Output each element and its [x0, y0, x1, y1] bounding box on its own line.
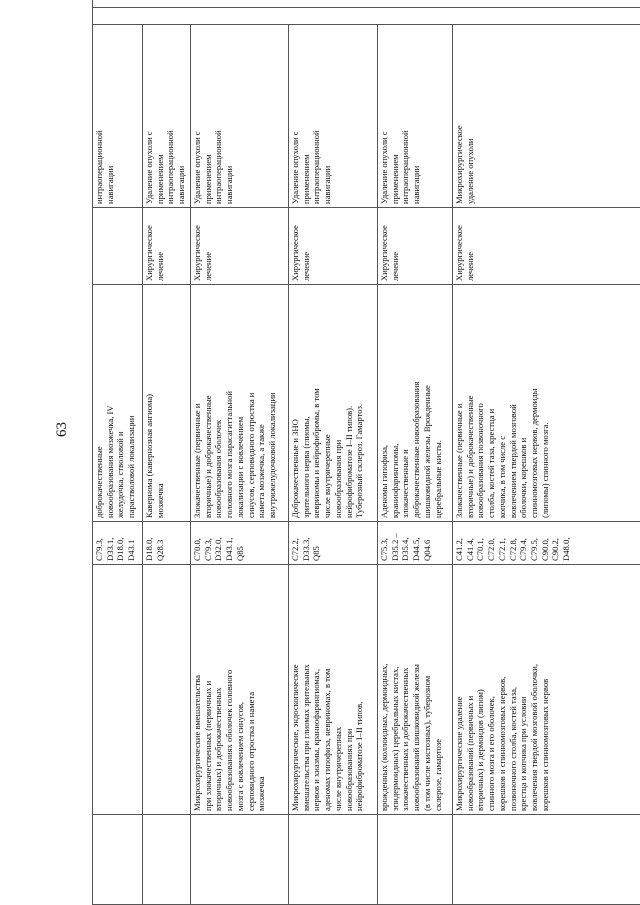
diagnosis-cell	[289, 286, 376, 520]
treatment-cell	[93, 209, 141, 283]
cell-line: новообразования мозжечка, IV	[104, 405, 115, 518]
cell-line: Удаление опухоли с	[144, 131, 154, 204]
codes-cell	[289, 523, 376, 563]
cell-line: (в том числе кистозных), туберозном	[421, 675, 432, 811]
cell-line: локализации с вовлечением	[234, 416, 245, 518]
cell-line: Хирургическое	[454, 225, 464, 281]
cell-line: Злокачественные (первичные и	[454, 403, 464, 518]
cell-line: при злокачественных (первичных и	[202, 680, 213, 811]
column-separator	[92, 564, 640, 565]
cell-line: нейрофиброматозе I–II типов).	[343, 405, 354, 518]
cell-line: спинного мозга и его оболочек,	[486, 696, 497, 811]
page-edge-rule	[92, 7, 640, 8]
cell-line: C79.3,	[202, 538, 213, 561]
cell-line: Удаление опухоли с	[379, 131, 389, 204]
cell-line: Туберозный склероз. Гамартоз.	[354, 404, 365, 518]
cell-line: C79.4,	[518, 538, 529, 561]
cell-line: новообразования при	[332, 439, 343, 518]
cell-line: новообразованиях при	[343, 728, 354, 811]
cell-line: C72.8,	[507, 538, 518, 561]
cell-line: Хирургическое	[144, 225, 154, 281]
cell-line: Хирургическое	[379, 225, 389, 281]
column-separator	[92, 207, 640, 208]
cell-line: краниофарингиомы,	[389, 443, 400, 518]
cell-line: C79.5,	[528, 538, 539, 561]
codes-cell	[453, 523, 639, 563]
diagnosis-cell	[93, 286, 141, 520]
cell-line: интраоперационной	[400, 130, 411, 204]
cell-line: C41.4,	[464, 538, 475, 561]
cell-line: Кавернома (кавернозная ангиома)	[144, 394, 154, 518]
cell-line: D43.1	[126, 539, 137, 561]
diagnosis-cell	[453, 286, 639, 520]
cell-line: лечение	[464, 251, 475, 281]
cell-line: навигации	[322, 165, 333, 204]
cell-line: вторичных) и доброкачественных	[213, 687, 224, 811]
cell-line: внутрижелудочковой локализации	[266, 392, 277, 518]
cell-line: D18.0,	[115, 537, 126, 561]
diagnosis-cell	[143, 286, 189, 520]
cell-line: Q04.6	[421, 539, 432, 561]
cell-line: нейрофиброматозе I–II типов,	[354, 701, 365, 811]
procedure-cell	[143, 566, 189, 813]
cell-line: лечение	[300, 251, 311, 281]
cell-line: C72.1,	[496, 538, 507, 561]
cell-line: Хирургическое	[290, 225, 300, 281]
cell-line: новообразования позвоночного	[475, 403, 486, 518]
cell-line: зрительного нерва (глиомы,	[300, 416, 311, 518]
cell-line: D35.2 –	[389, 533, 400, 561]
cell-line: злокачественных и доброкачественных	[400, 667, 411, 811]
cell-line: серповидного отростка и намета	[245, 691, 256, 811]
cell-line: Хирургическое	[192, 225, 202, 281]
cell-line: мозжечка	[154, 483, 165, 518]
cell-line: корешков и спинномозговых нервов,	[496, 676, 507, 811]
diagnosis-cell	[378, 286, 451, 520]
cell-line: Злокачественные (первичные и	[192, 403, 202, 518]
cell-line: Удаление опухоли с	[192, 131, 202, 204]
cell-line: C90.0,	[539, 538, 550, 561]
cell-line: применением	[202, 154, 213, 204]
cell-line: D35.4,	[400, 537, 411, 561]
cell-line: C90.2, D48.0,	[550, 537, 572, 561]
cell-line: синусов, серповидного отростка и	[245, 392, 256, 518]
cell-line: лечение	[202, 251, 213, 281]
cell-line: Доброкачественные и ЗНО	[290, 419, 300, 518]
cell-line: вторичные) и доброкачественные	[202, 395, 213, 518]
cell-line: мозга с вовлечением синусов,	[234, 701, 245, 811]
codes-cell	[191, 523, 287, 563]
cell-line: Микрохирургическое	[454, 125, 464, 204]
cell-line: D33.1,	[104, 537, 115, 561]
treatment-cell	[453, 209, 639, 283]
cell-line: новообразований (первичных и	[464, 695, 475, 811]
cell-line: церебральные кисты.	[432, 440, 443, 518]
method-cell	[93, 26, 141, 206]
procedure-cell	[453, 566, 639, 813]
cell-line: Удаление опухоли с	[290, 131, 300, 204]
cell-line: C41.2,	[454, 538, 464, 561]
cell-line: доброкачественные	[94, 446, 104, 518]
cell-line: аденомах гипофиза, невриномах, в том	[322, 668, 333, 811]
column-separator	[92, 521, 640, 522]
cell-line: Микрохирургические удаление	[454, 696, 464, 811]
cell-line: C72.0,	[486, 538, 497, 561]
cell-line: копчика, в том числе с	[496, 435, 507, 518]
cell-line: новообразования оболочек	[213, 419, 224, 518]
cell-line: (липомы) спинного мозга.	[539, 422, 550, 518]
cell-line: Аденомы гипофиза,	[379, 444, 389, 518]
cell-line: D43.1,	[224, 537, 235, 561]
cell-line: новообразований шишковидной железы	[411, 664, 422, 811]
cell-line: вторичные) и доброкачественные	[464, 395, 475, 518]
cell-line: шишковидной железы. Врожденные	[421, 385, 432, 518]
cell-line: навигации	[104, 165, 115, 204]
cell-line: позвоночного столба, костей таза,	[507, 686, 518, 811]
column-separator	[92, 284, 640, 285]
cell-line: навигации	[224, 165, 235, 204]
cell-line: корешков и спинномозговых нервов	[539, 678, 550, 811]
cell-line: D18.0,	[144, 537, 154, 561]
cell-line: доброкачественные новообразования	[411, 381, 422, 518]
cell-line: Q28.3	[154, 539, 165, 561]
page-number: 63	[54, 422, 70, 437]
cell-line: D32.0,	[213, 537, 224, 561]
method-cell	[143, 26, 189, 206]
treatment-cell	[191, 209, 287, 283]
cell-line: C70.1,	[475, 538, 486, 561]
cell-line: C75.3,	[379, 538, 389, 561]
cell-line: интраоперационной	[213, 130, 224, 204]
cell-line: намета мозжечка, а также	[256, 424, 267, 518]
cell-line: вмешательства при глиомах зрительных	[300, 664, 311, 811]
codes-cell	[143, 523, 189, 563]
cell-line: интраоперационной	[94, 130, 104, 204]
cell-line: параствoловой локализации	[126, 415, 137, 518]
cell-line: вовлечения твердой мозговой оболочки,	[528, 664, 539, 811]
cell-line: злокачественные и	[400, 449, 411, 518]
cell-line: применением	[154, 154, 165, 204]
procedure-cell	[191, 566, 287, 813]
cell-line: числе внутричерепные	[322, 434, 333, 518]
cell-line: C79.3,	[94, 538, 104, 561]
method-cell	[289, 26, 376, 206]
cell-line: Микрохирургические, эндоскопические	[290, 664, 300, 811]
cell-line: столба, костей таза, крестца и	[486, 408, 497, 518]
method-cell	[378, 26, 451, 206]
method-cell	[453, 26, 639, 206]
cell-line: вторичных) и дермоидов (липом)	[475, 689, 486, 811]
cell-line: C70.0,	[192, 538, 202, 561]
cell-line: нервов и хиазмы, краниофарингиомах,	[311, 668, 322, 811]
cell-line: D33.3,	[300, 537, 311, 561]
procedure-cell	[289, 566, 376, 813]
method-cell	[191, 26, 287, 206]
cell-line: применением	[389, 154, 400, 204]
cell-line: интраоперационной	[165, 130, 176, 204]
cell-line: Микрохирургические вмешательства	[192, 675, 202, 811]
cell-line: удаление опухоли	[464, 138, 475, 204]
procedure-cell	[93, 566, 141, 813]
treatment-cell	[143, 209, 189, 283]
codes-cell	[378, 523, 451, 563]
column-separator	[92, 814, 640, 815]
column-separator	[92, 24, 640, 25]
diagnosis-cell	[191, 286, 287, 520]
cell-line: желудочка, стволовой и	[115, 431, 126, 518]
cell-line: крестца и копчика при условии	[518, 696, 529, 811]
cell-line: Q85	[311, 546, 322, 561]
cell-line: числе внутричерепных	[332, 726, 343, 811]
cell-line: оболочки, корешков и	[518, 437, 529, 518]
cell-line: навигации	[411, 165, 422, 204]
cell-line: головного мозга парасагиттальной	[224, 391, 235, 518]
cell-line: невриномы и нейрофибромы, в том	[311, 388, 322, 518]
cell-line: интраоперационной	[311, 130, 322, 204]
treatment-cell	[378, 209, 451, 283]
procedure-cell	[378, 566, 451, 813]
cell-line: D44.5,	[411, 537, 422, 561]
cell-line: лечение	[154, 251, 165, 281]
cell-line: врожденных (коллоидных, дермоидных,	[379, 663, 389, 811]
cell-line: спинномозговых нервов, дермоиды	[528, 388, 539, 518]
cell-line: Q85	[234, 546, 245, 561]
cell-line: мозжечка	[256, 776, 267, 811]
cell-line: новообразованиях оболочек головного	[224, 669, 235, 811]
treatment-cell	[289, 209, 376, 283]
codes-cell	[93, 523, 141, 563]
cell-line: применением	[300, 154, 311, 204]
cell-line: склерозе, гамартозе	[432, 738, 443, 811]
cell-line: вовлечением твердой мозговой	[507, 404, 518, 518]
cell-line: лечение	[389, 251, 400, 281]
cell-line: эпидермоидных) церебральных кистах,	[389, 666, 400, 811]
cell-line: C72.2,	[290, 538, 300, 561]
cell-line: навигации	[176, 165, 187, 204]
